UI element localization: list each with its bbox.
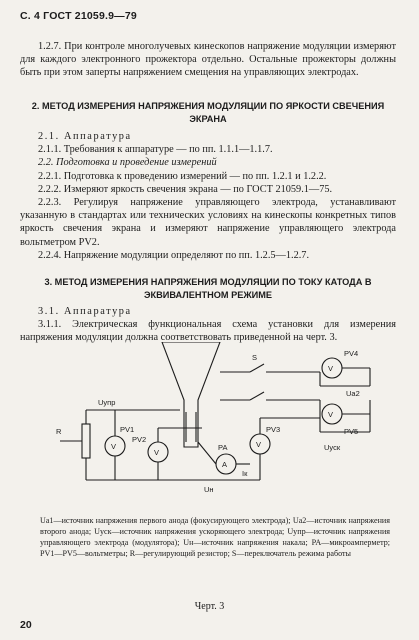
paragraph-2-2-1: 2.2.1. Подготовка к проведению измерений — по пп. 1.2.1 и 1.2.2. <box>38 170 327 182</box>
pv4-v: V <box>328 364 334 373</box>
section-2-title: 2. МЕТОД ИЗМЕРЕНИЯ НАПРЯЖЕНИЯ МОДУЛЯЦИИ ПО ЯРКОСТИ СВЕЧЕНИЯ ЭКРАНА <box>31 101 385 124</box>
label-pv4: PV4 <box>344 349 359 358</box>
label-un: Uн <box>204 485 214 494</box>
section-3-body <box>20 305 396 345</box>
label-r: R <box>56 427 62 436</box>
circuit-diagram <box>20 342 396 510</box>
subsection-3-1: 3.1. Аппаратура <box>38 306 132 317</box>
section-2-body <box>20 130 396 262</box>
paragraph-3-1-1: 3.1.1. Электрическая функциональная схема установки для измерения напряжения модуляции должна соответствовать приведенной на черт. 3. <box>20 319 396 344</box>
crt-tube <box>162 342 220 447</box>
label-pa: PA <box>218 443 228 452</box>
label-pv3: PV3 <box>266 425 281 434</box>
pa-a: A <box>222 460 228 469</box>
paragraph-2-2-4: 2.2.4. Напряжение модуляции определяют по пп. 1.2.5—1.2.7. <box>38 249 310 261</box>
label-uusk: Uуск <box>324 443 341 452</box>
figure-label: Черт. 3 <box>194 601 225 612</box>
label-s: S <box>252 353 258 362</box>
paragraph-1-2-7: 1.2.7. При контроле многолучевых кинескопов напряжение модуляции измеряют для каждого электронного прожектора отдельно. Остальные прожекторы должны быть при этом заперты напряжением смещения на управляющих электродах. <box>20 41 396 79</box>
intro-block <box>20 40 396 80</box>
label-ua2: Uа2 <box>346 389 360 398</box>
pv5-v: V <box>328 410 334 419</box>
label-uynp: Uупр <box>98 398 116 407</box>
label-pv2: PV2 <box>132 435 147 444</box>
page-header: С. 4 ГОСТ 21059.9—79 <box>20 10 137 22</box>
pv1-v: V <box>111 442 117 451</box>
page-number: 20 <box>20 619 32 631</box>
label-ik: Iк <box>242 469 248 478</box>
section-3-title: 3. МЕТОД ИЗМЕРЕНИЯ НАПРЯЖЕНИЯ МОДУЛЯЦИИ ПО ТОКУ КАТОДА В ЭКВИВАЛЕНТНОМ РЕЖИМЕ <box>44 277 372 300</box>
subsection-2-1: 2.1. Аппаратура <box>38 131 132 142</box>
paragraph-2-2-3: 2.2.3. Регулируя напряжение управляющего электрода, устанавливают указанную в стандартах или технических условиях на кинескопы конкретных типов яркость свечения экрана и измеряют напряжение управляющего электрода вольтметром PV2. <box>20 197 396 248</box>
paragraph-2-2-2: 2.2.2. Измеряют яркость свечения экрана — по ГОСТ 21059.1—75. <box>38 183 333 195</box>
subsection-2-2: 2.2. Подготовка и проведение измерений <box>38 157 217 169</box>
label-pv5: PV5 <box>344 427 359 436</box>
switch-s <box>250 364 264 372</box>
pv2-v: V <box>154 448 160 457</box>
paragraph-2-1-1: 2.1.1. Требования к аппаратуре — по пп. 1.1.1—1.1.7. <box>38 144 273 156</box>
figure-caption: Uа1—источник напряжения первого анода (фокусирующего электрода); Uа2—источник напряжения второго анода; Uуск—источник напряжения ускоряющего электрода; Uупр—источник напряжения управляющего электрода (модулятора); Uн—источник напряжения накала; PA—микроамперметр; PV1—PV5—вольтметры; R—регулирующий резистор; S—переключатель режима работы <box>40 516 390 558</box>
pv3-v: V <box>256 440 262 449</box>
label-pv1: PV1 <box>120 425 135 434</box>
resistor-r <box>82 424 90 458</box>
